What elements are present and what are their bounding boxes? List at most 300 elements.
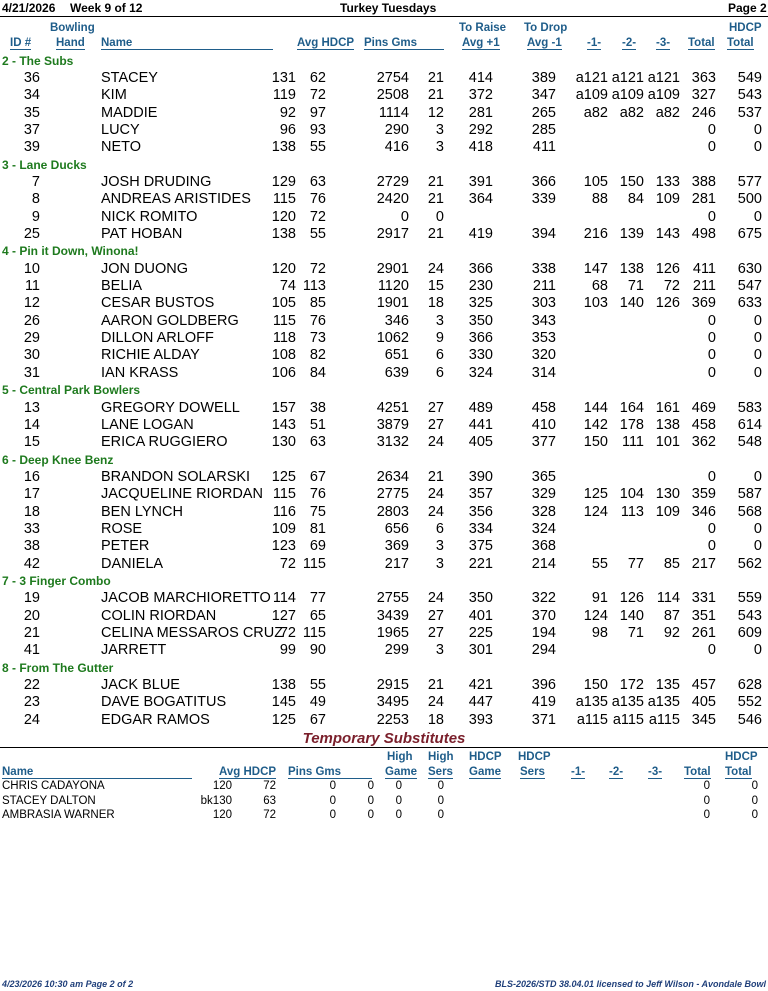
report-header: [0, 1, 768, 16]
bowler-id: 20: [23, 607, 40, 624]
bowler-to-raise: 225: [468, 625, 493, 642]
bowler-games: 27: [427, 399, 444, 416]
bowler-hdcp: 72: [309, 208, 326, 225]
bowler-pins: 369: [384, 538, 409, 555]
table-row: [0, 209, 768, 226]
bowler-game1: 142: [583, 416, 608, 433]
bowler-games: 21: [427, 468, 444, 485]
bowler-name: CELINA MESSAROS CRUZ: [101, 625, 284, 642]
bowler-game3: 135: [655, 677, 680, 694]
bowler-games: 27: [427, 607, 444, 624]
col-pins-gms: Pins Gms: [364, 37, 444, 50]
col-hand: Hand: [56, 37, 85, 49]
bowler-game3: 126: [655, 260, 680, 277]
bowler-name: MADDIE: [101, 104, 158, 121]
bowler-game3: 72: [663, 278, 680, 295]
bowler-total: 327: [691, 87, 716, 104]
bowler-id: 10: [23, 260, 40, 277]
subs-col-hdcp-c: HDCP: [725, 751, 758, 763]
table-row: [0, 313, 768, 330]
bowler-game3: 126: [655, 295, 680, 312]
col-bowling: Bowling: [50, 22, 95, 34]
bowler-hdcp: 75: [309, 503, 326, 520]
bowler-pins: 299: [384, 642, 409, 659]
bowler-avg: 92: [279, 104, 296, 121]
table-row: [0, 139, 768, 156]
bowler-name: CESAR BUSTOS: [101, 295, 215, 312]
subs-col-total: Total: [684, 766, 711, 778]
bowler-total: 346: [691, 503, 716, 520]
bowler-to-raise: 292: [468, 121, 493, 138]
bowler-hdcp: 73: [309, 330, 326, 347]
bowler-game3: 138: [655, 416, 680, 433]
table-row: [0, 278, 768, 295]
bowler-avg: 138: [271, 139, 296, 156]
bowler-name: PETER: [101, 538, 150, 555]
sub-avg: bk130: [200, 794, 232, 807]
bowler-id: 24: [23, 711, 40, 728]
bowler-hdcp-total: 633: [737, 295, 762, 312]
bowler-total: 363: [691, 69, 716, 86]
bowler-games: 3: [435, 121, 444, 138]
bowler-pins: 0: [400, 208, 409, 225]
bowler-game2: 84: [627, 191, 644, 208]
header-divider: [0, 16, 768, 17]
bowler-avg: 120: [271, 260, 296, 277]
bowler-to-drop: 320: [531, 347, 556, 364]
table-row: [0, 504, 768, 521]
bowler-avg: 130: [271, 434, 296, 451]
bowler-name: DILLON ARLOFF: [101, 330, 214, 347]
bowler-to-drop: 371: [531, 711, 556, 728]
bowler-game1: 88: [591, 191, 608, 208]
bowler-game1: a121: [575, 69, 608, 86]
footer-left: 4/23/2026 10:30 am Page 2 of 2: [2, 979, 134, 989]
bowler-id: 34: [23, 87, 40, 104]
bowler-avg: 72: [279, 555, 296, 572]
bowler-game1: a135: [575, 694, 608, 711]
subs-col-high: High: [387, 751, 413, 763]
bowler-avg: 115: [272, 486, 296, 503]
bowler-id: 37: [23, 121, 40, 138]
bowler-to-raise: 330: [468, 347, 493, 364]
table-row: [0, 365, 768, 382]
bowler-hdcp-total: 0: [753, 139, 762, 156]
bowler-game2: 111: [621, 434, 644, 451]
subs-col-game2: -2-: [609, 766, 624, 778]
bowler-hdcp: 55: [309, 139, 326, 156]
bowler-avg: 123: [271, 538, 296, 555]
bowler-hdcp: 62: [309, 69, 326, 86]
bowler-game2: 139: [619, 226, 644, 242]
subs-col-pins-gms: Pins Gms: [288, 766, 372, 779]
col-game1: -1-: [587, 37, 602, 49]
bowler-id: 9: [31, 208, 40, 225]
bowler-pins: 2754: [376, 69, 409, 86]
bowler-to-raise: 350: [468, 590, 493, 607]
bowler-games: 24: [427, 590, 444, 607]
table-row: [0, 538, 768, 555]
bowler-to-raise: 421: [468, 677, 493, 694]
sub-hdcp-total: 0: [751, 809, 758, 821]
bowler-game2: 113: [620, 503, 644, 520]
bowler-hdcp-total: 546: [737, 711, 762, 728]
bowler-game2: 104: [619, 486, 644, 503]
bowler-hdcp-total: 0: [753, 538, 762, 555]
bowler-game1: 98: [591, 625, 608, 642]
bowler-game2: 71: [627, 278, 644, 295]
bowler-games: 21: [427, 191, 444, 208]
bowler-hdcp: 51: [309, 416, 326, 433]
table-row: [0, 330, 768, 347]
table-row: [0, 70, 768, 87]
bowler-pins: 2755: [376, 590, 409, 607]
bowler-hdcp-total: 614: [737, 416, 762, 433]
bowler-to-drop: 365: [531, 468, 556, 485]
bowler-total: 211: [692, 278, 716, 295]
bowler-game1: 91: [591, 590, 608, 607]
bowler-hdcp-total: 552: [737, 694, 762, 711]
bowler-game3: a109: [647, 87, 680, 104]
bowler-to-raise: 325: [468, 295, 493, 312]
bowler-hdcp: 93: [309, 121, 326, 138]
bowler-game3: 133: [655, 173, 680, 190]
bowler-hdcp-total: 0: [753, 520, 762, 537]
bowler-total: 457: [691, 677, 716, 694]
bowler-hdcp: 84: [309, 364, 326, 381]
bowler-game1: 150: [583, 434, 608, 451]
bowler-to-raise: 366: [468, 260, 493, 277]
bowler-game3: 101: [655, 434, 680, 451]
bowler-to-raise: 401: [468, 607, 493, 624]
subs-col-name: Name: [2, 766, 192, 779]
bowler-pins: 1114: [378, 104, 409, 121]
bowler-avg: 106: [271, 364, 296, 381]
bowler-to-drop: 458: [531, 399, 556, 416]
bowler-to-drop: 419: [531, 694, 556, 711]
bowler-hdcp-total: 559: [737, 590, 762, 607]
bowler-to-drop: 211: [532, 278, 556, 295]
bowler-games: 3: [435, 538, 444, 555]
bowler-game2: 178: [619, 416, 644, 433]
bowler-id: 41: [23, 642, 40, 659]
bowler-to-drop: 370: [531, 607, 556, 624]
bowler-pins: 217: [384, 555, 409, 572]
bowler-to-drop: 314: [531, 364, 556, 381]
bowler-total: 0: [707, 139, 716, 156]
bowler-name: JARRETT: [101, 642, 167, 659]
bowler-game1: 103: [583, 295, 608, 312]
bowler-game1: a109: [575, 87, 608, 104]
bowler-id: 35: [23, 104, 40, 121]
bowler-total: 0: [707, 642, 716, 659]
bowler-to-drop: 294: [531, 642, 556, 659]
bowler-game3: a115: [648, 711, 680, 728]
table-row: [0, 122, 768, 139]
bowler-game1: 150: [583, 677, 608, 694]
sub-avg: 120: [212, 809, 232, 821]
bowler-game1: 105: [583, 173, 608, 190]
bowler-pins: 3879: [376, 416, 409, 433]
bowler-game2: 126: [619, 590, 644, 607]
bowler-name: JACQUELINE RIORDAN: [101, 486, 263, 503]
bowler-games: 21: [427, 226, 444, 242]
bowler-hdcp-total: 675: [737, 226, 762, 242]
bowler-games: 24: [427, 486, 444, 503]
bowler-name: ROSE: [101, 520, 143, 537]
bowler-hdcp: 90: [309, 642, 326, 659]
team-header: 2 - The Subs: [2, 53, 74, 68]
bowler-to-raise: 375: [468, 538, 493, 555]
bowler-games: 24: [427, 434, 444, 451]
bowler-name: AARON GOLDBERG: [101, 312, 239, 329]
table-row: [0, 105, 768, 122]
bowler-hdcp: 97: [309, 104, 326, 121]
sub-hdcp: 72: [263, 809, 276, 821]
table-row: [0, 590, 768, 607]
bowler-to-raise: 350: [468, 312, 493, 329]
bowler-game3: 85: [663, 555, 680, 572]
bowler-pins: 2253: [376, 711, 409, 728]
sub-hdcp: 63: [263, 794, 276, 807]
bowler-games: 12: [427, 104, 444, 121]
bowler-to-drop: 377: [531, 434, 556, 451]
bowler-game3: 109: [655, 503, 680, 520]
bowler-avg: 145: [271, 694, 296, 711]
subs-row: [0, 809, 768, 823]
bowler-to-raise: 418: [468, 139, 493, 156]
bowler-to-raise: 334: [468, 520, 493, 537]
sub-pins: 0: [329, 780, 336, 792]
sub-high-game: 0: [395, 794, 402, 807]
bowler-name: IAN KRASS: [101, 364, 179, 381]
table-row: [0, 694, 768, 711]
bowler-games: 21: [427, 87, 444, 104]
bowler-hdcp: 85: [309, 295, 326, 312]
bowler-total: 261: [691, 625, 716, 642]
bowler-id: 25: [23, 226, 40, 242]
bowler-id: 30: [23, 347, 40, 364]
table-row: [0, 712, 768, 729]
bowler-avg: 129: [271, 173, 296, 190]
bowler-pins: 3132: [376, 434, 409, 451]
bowler-pins: 1062: [376, 330, 409, 347]
bowler-game1: 144: [583, 399, 608, 416]
bowler-total: 388: [691, 173, 716, 190]
bowler-hdcp-total: 500: [737, 191, 762, 208]
bowler-total: 0: [707, 520, 716, 537]
bowler-hdcp-total: 0: [753, 347, 762, 364]
col-id: ID #: [10, 37, 32, 49]
bowler-hdcp: 113: [302, 278, 326, 295]
bowler-games: 0: [435, 208, 444, 225]
col-name: Name: [101, 37, 273, 50]
bowler-total: 0: [707, 347, 716, 364]
bowler-id: 13: [23, 399, 40, 416]
bowler-name: GREGORY DOWELL: [101, 399, 240, 416]
bowler-pins: 4251: [376, 399, 409, 416]
sub-games: 0: [367, 809, 374, 821]
bowler-hdcp: 67: [309, 711, 326, 728]
bowler-to-raise: 356: [468, 503, 493, 520]
table-row: [0, 295, 768, 312]
bowler-avg: 143: [271, 416, 296, 433]
bowler-to-raise: 489: [468, 399, 493, 416]
bowler-to-raise: 447: [468, 694, 493, 711]
bowler-games: 27: [427, 625, 444, 642]
bowler-id: 39: [23, 139, 40, 156]
bowler-id: 36: [23, 69, 40, 86]
table-row: [0, 226, 768, 243]
bowler-hdcp-total: 0: [753, 364, 762, 381]
bowler-avg: 114: [272, 590, 296, 607]
bowler-avg: 105: [271, 295, 296, 312]
bowler-pins: 2915: [376, 677, 409, 694]
bowler-game2: 172: [619, 677, 644, 694]
bowler-game2: 140: [619, 607, 644, 624]
bowler-name: COLIN RIORDAN: [101, 607, 217, 624]
bowler-games: 3: [435, 139, 444, 156]
bowler-pins: 2901: [376, 260, 409, 277]
bowler-avg: 72: [279, 625, 296, 642]
table-row: [0, 521, 768, 538]
bowler-games: 18: [427, 711, 444, 728]
bowler-games: 6: [435, 520, 444, 537]
bowler-avg: 96: [279, 121, 296, 138]
bowler-to-raise: 391: [468, 173, 493, 190]
col-drop-sub: Avg -1: [527, 37, 562, 49]
bowler-to-drop: 368: [531, 538, 556, 555]
bowler-avg: 108: [271, 347, 296, 364]
bowler-id: 22: [23, 677, 40, 694]
bowler-name: KIM: [101, 87, 127, 104]
column-headers: [0, 22, 768, 52]
bowler-total: 469: [691, 399, 716, 416]
col-hdcp-total: Total: [727, 37, 754, 49]
sub-high-series: 0: [437, 780, 444, 792]
bowler-hdcp-total: 609: [737, 625, 762, 642]
bowler-to-drop: 194: [531, 625, 556, 642]
bowler-total: 0: [707, 364, 716, 381]
page-number: Page 2: [728, 1, 767, 15]
table-row: [0, 191, 768, 208]
subs-col-avg-hdcp: Avg HDCP: [219, 766, 277, 778]
bowler-game3: 114: [656, 590, 680, 607]
bowler-game2: 71: [627, 625, 644, 642]
bowler-hdcp-total: 537: [737, 104, 762, 121]
bowler-to-drop: 410: [531, 416, 556, 433]
bowler-games: 18: [427, 295, 444, 312]
bowler-to-drop: 329: [531, 486, 556, 503]
bowler-to-raise: 366: [468, 330, 493, 347]
bowler-to-raise: 221: [468, 555, 493, 572]
bowler-to-drop: 214: [531, 555, 556, 572]
bowler-game1: 125: [583, 486, 608, 503]
bowler-game1: 124: [583, 503, 608, 520]
sub-total: 0: [703, 780, 710, 792]
bowler-games: 21: [427, 677, 444, 694]
team-header: 5 - Central Park Bowlers: [2, 383, 141, 398]
col-game3: -3-: [656, 37, 671, 49]
sub-high-game: 0: [395, 809, 402, 821]
sub-name: STACEY DALTON: [2, 794, 96, 807]
bowler-game1: a115: [576, 711, 608, 728]
bowler-games: 3: [435, 312, 444, 329]
bowler-hdcp-total: 587: [737, 486, 762, 503]
bowler-name: NETO: [101, 139, 142, 156]
bowler-game2: 150: [619, 173, 644, 190]
bowler-id: 23: [23, 694, 40, 711]
bowler-pins: 416: [384, 139, 409, 156]
bowler-to-raise: 393: [468, 711, 493, 728]
bowler-game2: a121: [611, 69, 644, 86]
subs-col-hgame: Game: [469, 766, 501, 778]
bowler-name: JACK BLUE: [101, 677, 180, 694]
table-row: [0, 486, 768, 503]
bowler-pins: 2420: [376, 191, 409, 208]
bowler-hdcp: 76: [309, 191, 326, 208]
bowler-hdcp: 115: [302, 625, 326, 642]
bowler-name: NICK ROMITO: [101, 208, 198, 225]
bowler-total: 281: [691, 191, 716, 208]
bowler-name: STACEY: [101, 69, 158, 86]
bowler-game2: 77: [627, 555, 644, 572]
bowler-name: EDGAR RAMOS: [101, 711, 210, 728]
bowler-avg: 74: [279, 278, 296, 295]
col-to-drop: To Drop: [524, 22, 568, 34]
bowler-game3: 130: [655, 486, 680, 503]
bowler-hdcp: 69: [309, 538, 326, 555]
bowler-games: 6: [435, 347, 444, 364]
table-row: [0, 174, 768, 191]
table-row: [0, 400, 768, 417]
bowler-name: BELIA: [101, 278, 143, 295]
bowler-name: LANE LOGAN: [101, 416, 194, 433]
team-header: 4 - Pin it Down, Winona!: [2, 244, 139, 259]
bowler-total: 458: [691, 416, 716, 433]
col-total: Total: [688, 37, 715, 49]
bowler-id: 7: [31, 173, 40, 190]
bowler-game2: a115: [612, 711, 644, 728]
bowler-avg: 116: [272, 503, 296, 520]
bowler-name: JACOB MARCHIORETTO: [101, 590, 271, 607]
sub-games: 0: [367, 780, 374, 792]
table-row: [0, 261, 768, 278]
bowler-to-drop: 285: [531, 121, 556, 138]
bowler-total: 0: [707, 208, 716, 225]
subs-col-game3: -3-: [648, 766, 663, 778]
bowler-hdcp-total: 543: [737, 607, 762, 624]
bowler-hdcp-total: 547: [737, 278, 762, 295]
bowler-hdcp-total: 0: [753, 642, 762, 659]
bowler-hdcp: 49: [309, 694, 326, 711]
bowler-total: 359: [691, 486, 716, 503]
bowler-to-raise: 419: [468, 226, 493, 242]
bowler-id: 26: [23, 312, 40, 329]
bowler-game2: 138: [619, 260, 644, 277]
bowler-hdcp: 65: [309, 607, 326, 624]
sub-high-series: 0: [437, 809, 444, 821]
report-date: 4/21/2026: [2, 1, 56, 15]
bowler-total: 0: [707, 312, 716, 329]
sub-hdcp-total: 0: [751, 794, 758, 807]
bowler-hdcp: 77: [309, 590, 326, 607]
bowler-id: 33: [23, 520, 40, 537]
bowler-games: 27: [427, 416, 444, 433]
bowler-avg: 119: [272, 87, 296, 104]
bowler-name: LUCY: [101, 121, 140, 138]
bowler-pins: 656: [384, 520, 409, 537]
